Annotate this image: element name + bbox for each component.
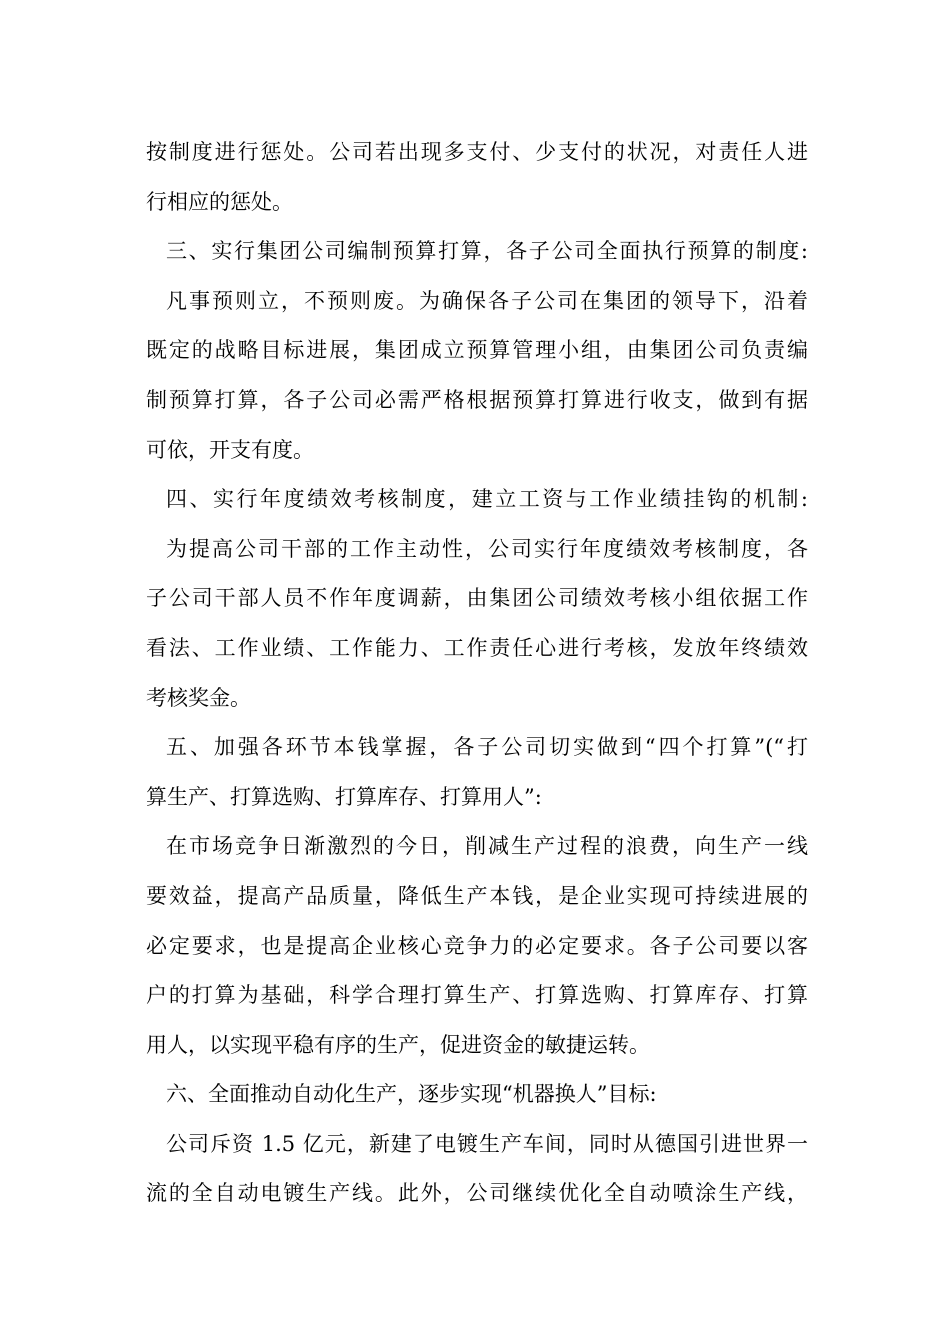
body-text-line: 考核奖金。 <box>146 685 251 710</box>
section-heading: 五、加强各环节本钱掌握，各子公司切实做到“四个打算”(“打 <box>166 735 808 760</box>
body-text-line: 流的全自动电镀生产线。此外，公司继续优化全自动喷涂生产线， <box>146 1181 808 1206</box>
body-text-line: 制预算打算，各子公司必需严格根据预算打算进行收支，做到有据 <box>146 387 808 412</box>
body-text-line: 可依，开支有度。 <box>146 437 314 462</box>
body-text-line: 子公司干部人员不作年度调薪，由集团公司绩效考核小组依据工作 <box>146 586 808 611</box>
body-text-line: 户的打算为基础，科学合理打算生产、打算选购、打算库存、打算 <box>146 983 808 1008</box>
body-text-line: 按制度进行惩处。公司若出现多支付、少支付的状况，对责任人进 <box>146 140 808 164</box>
body-text-line: 必定要求，也是提高企业核心竞争力的必定要求。各子公司要以客 <box>146 933 808 958</box>
body-text-line: 凡事预则立，不预则废。为确保各子公司在集团的领导下，沿着 <box>166 288 808 313</box>
section-heading-continuation: 算生产、打算选购、打算库存、打算用人”: <box>146 784 542 809</box>
body-text-line: 用人，以实现平稳有序的生产，促进资金的敏捷运转。 <box>146 1032 650 1057</box>
body-text-line: 既定的战略目标进展，集团成立预算管理小组，由集团公司负责编 <box>146 338 808 363</box>
body-text-line: 行相应的惩处。 <box>146 189 293 214</box>
body-text-line: 看法、工作业绩、工作能力、工作责任心进行考核，发放年终绩效 <box>146 635 808 660</box>
body-text-line: 在市场竞争日渐激烈的今日，削减生产过程的浪费，向生产一线 <box>166 834 808 859</box>
section-heading: 六、全面推动自动化生产，逐步实现“机器换人”目标: <box>166 1082 657 1107</box>
document-body <box>146 128 808 1219</box>
body-text-line: 要效益，提高产品质量，降低生产本钱，是企业实现可持续进展的 <box>146 883 808 908</box>
section-heading: 四、实行年度绩效考核制度，建立工资与工作业绩挂钩的机制: <box>166 487 808 512</box>
section-heading: 三、实行集团公司编制预算打算，各子公司全面执行预算的制度: <box>166 239 808 264</box>
body-text-line: 为提高公司干部的工作主动性，公司实行年度绩效考核制度，各 <box>166 536 808 561</box>
body-text-line: 公司斥资 1.5 亿元，新建了电镀生产车间，同时从德国引进世界一 <box>166 1131 808 1156</box>
